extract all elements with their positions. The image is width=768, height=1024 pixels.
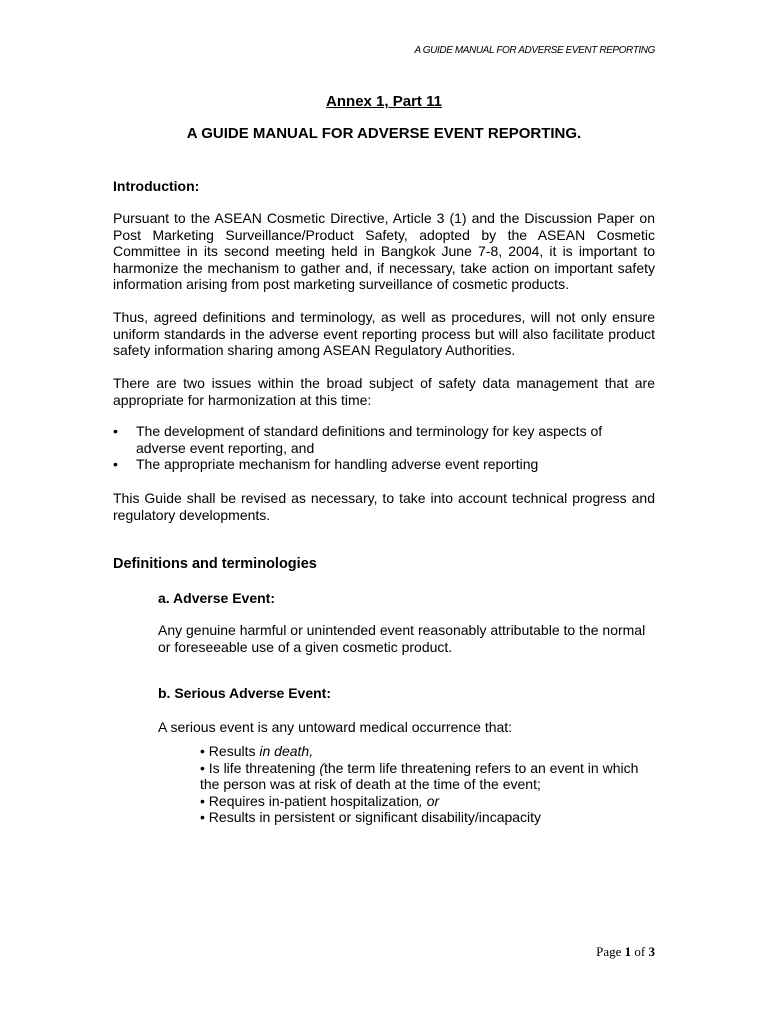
list-item (200, 760, 655, 793)
intro-closing-paragraph: This Guide shall be revised as necessary, to take into account technical progress and regulatory developments. (113, 490, 655, 523)
introduction-heading: Introduction: (113, 178, 200, 194)
criteria-italic: in death, (259, 743, 314, 759)
annex-label (0, 93, 768, 110)
current-page: 1 (624, 944, 632, 959)
criteria-text: • Is life threatening (200, 759, 320, 776)
adverse-event-heading: a. Adverse Event: (158, 590, 275, 606)
running-header: A GUIDE MANUAL FOR ADVERSE EVENT REPORTING (414, 45, 655, 56)
annex-text: Annex 1, Part 11 (326, 93, 442, 110)
criteria-text: • Requires in-patient hospitalization (200, 792, 419, 809)
intro-bullet-list (113, 423, 655, 473)
bullet-text-1: The development of standard definitions and terminology for key aspects of adverse event reporting, and (136, 423, 603, 456)
serious-adverse-event-heading: b. Serious Adverse Event: (158, 685, 331, 701)
of-word: of (631, 944, 649, 959)
bullet-icon: • (113, 456, 118, 472)
list-item (200, 793, 655, 810)
adverse-event-definition: Any genuine harmful or unintended event reasonably attributable to the normal or foreseeable use of a given cosmetic product. (158, 622, 646, 655)
list-item (113, 423, 655, 456)
list-item (200, 809, 655, 826)
intro-paragraph-1: Pursuant to the ASEAN Cosmetic Directive, Article 3 (1) and the Discussion Paper on Post Marketing Surveillance/Product Safety, adopted by the ASEAN Cosmetic Committee in its second meeting held in Bangkok June 7-8, 2004, it is important to harmonize the mechanism to gather and, if necessary, take action on important safety information arising from post marketing surveillance of cosmetic products. (113, 210, 655, 292)
document-title: A GUIDE MANUAL FOR ADVERSE EVENT REPORTING. (186, 125, 582, 142)
list-item (113, 456, 655, 473)
bullet-icon: • (113, 423, 118, 439)
page-word: Page (596, 944, 625, 959)
bullet-text-2: The appropriate mechanism for handling adverse event reporting (136, 456, 539, 472)
serious-event-intro: A serious event is any untoward medical occurrence that: (158, 719, 513, 735)
criteria-text: the term life threatening refers to an event in which the person was at risk of death at the time of the event; (200, 759, 639, 792)
criteria-italic: , or (418, 792, 440, 809)
criteria-italic: ( (319, 759, 324, 776)
total-pages: 3 (648, 944, 655, 959)
serious-event-criteria-list (200, 743, 655, 826)
list-item (200, 743, 655, 760)
criteria-text: • Results in persistent or significant disability/incapacity (200, 809, 542, 825)
intro-paragraph-3: There are two issues within the broad subject of safety data management that are appropriate for harmonization at this time: (113, 375, 655, 408)
definitions-heading: Definitions and terminologies (113, 556, 317, 572)
page-number (596, 944, 655, 960)
intro-paragraph-2: Thus, agreed definitions and terminology, as well as procedures, will not only ensure uniform standards in the adverse event reporting process but will also facilitate product safety information sharing among ASEAN Regulatory Authorities. (113, 309, 655, 358)
criteria-text: • Results (200, 743, 260, 759)
